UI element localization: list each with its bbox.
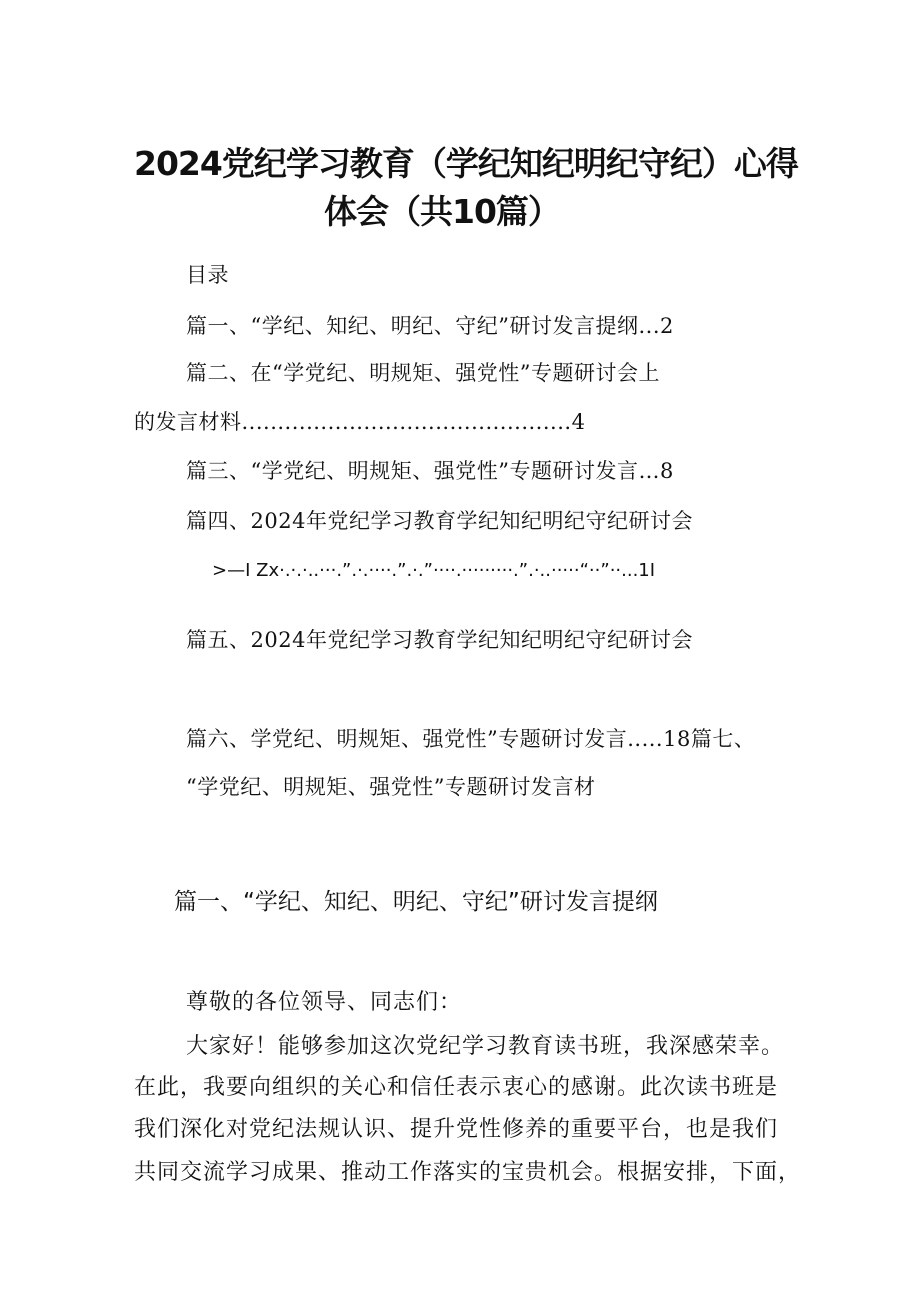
body-line: 大家好！能够参加这次党纪学习教育读书班，我深感荣幸。 — [186, 1034, 785, 1059]
toc-line: 篇三、“学党纪、明规矩、强党性”专题研讨发言…8 — [186, 459, 674, 483]
salutation: 尊敬的各位领导、同志们： — [186, 990, 463, 1015]
toc-line: >—I Zx·.·.·..···.”.·.····.”.·.”····.·········.”.·..·····“··”··...1I — [212, 560, 656, 581]
toc-line: 篇四、2024年党纪学习教育学纪知纪明纪守纪研讨会 — [186, 509, 693, 533]
toc-line: 篇二、在“学党纪、明规矩、强党性”专题研讨会上 — [186, 361, 660, 385]
toc-line: 篇五、2024年党纪学习教育学纪知纪明纪守纪研讨会 — [186, 628, 693, 652]
toc-heading: 目录 — [186, 263, 229, 287]
document-title-line-2: 体会（共10篇） — [324, 192, 560, 231]
section-heading: 篇一、“学纪、知纪、明纪、守纪”研讨发言提纲 — [174, 889, 658, 915]
toc-line: 的发言材料..............................................4 — [134, 410, 586, 434]
body-line: 我们深化对党纪法规认识、提升党性修养的重要平台，也是我们 — [134, 1117, 779, 1142]
toc-line: 篇一、“学纪、知纪、明纪、守纪”研讨发言提纲...2 — [186, 314, 674, 338]
toc-line: “学党纪、明规矩、强党性”专题研讨发言材 — [186, 775, 596, 799]
document-title-line-1: 2024党纪学习教育（学纪知纪明纪守纪）心得 — [134, 144, 798, 183]
body-line: 共同交流学习成果、推动工作落实的宝贵机会。根据安排，下面， — [134, 1160, 802, 1185]
body-line: 在此，我要向组织的关心和信任表示衷心的感谢。此次读书班是 — [134, 1075, 779, 1100]
toc-line: 篇六、学党纪、明规矩、强党性”专题研讨发言.....18篇七、 — [186, 727, 756, 751]
